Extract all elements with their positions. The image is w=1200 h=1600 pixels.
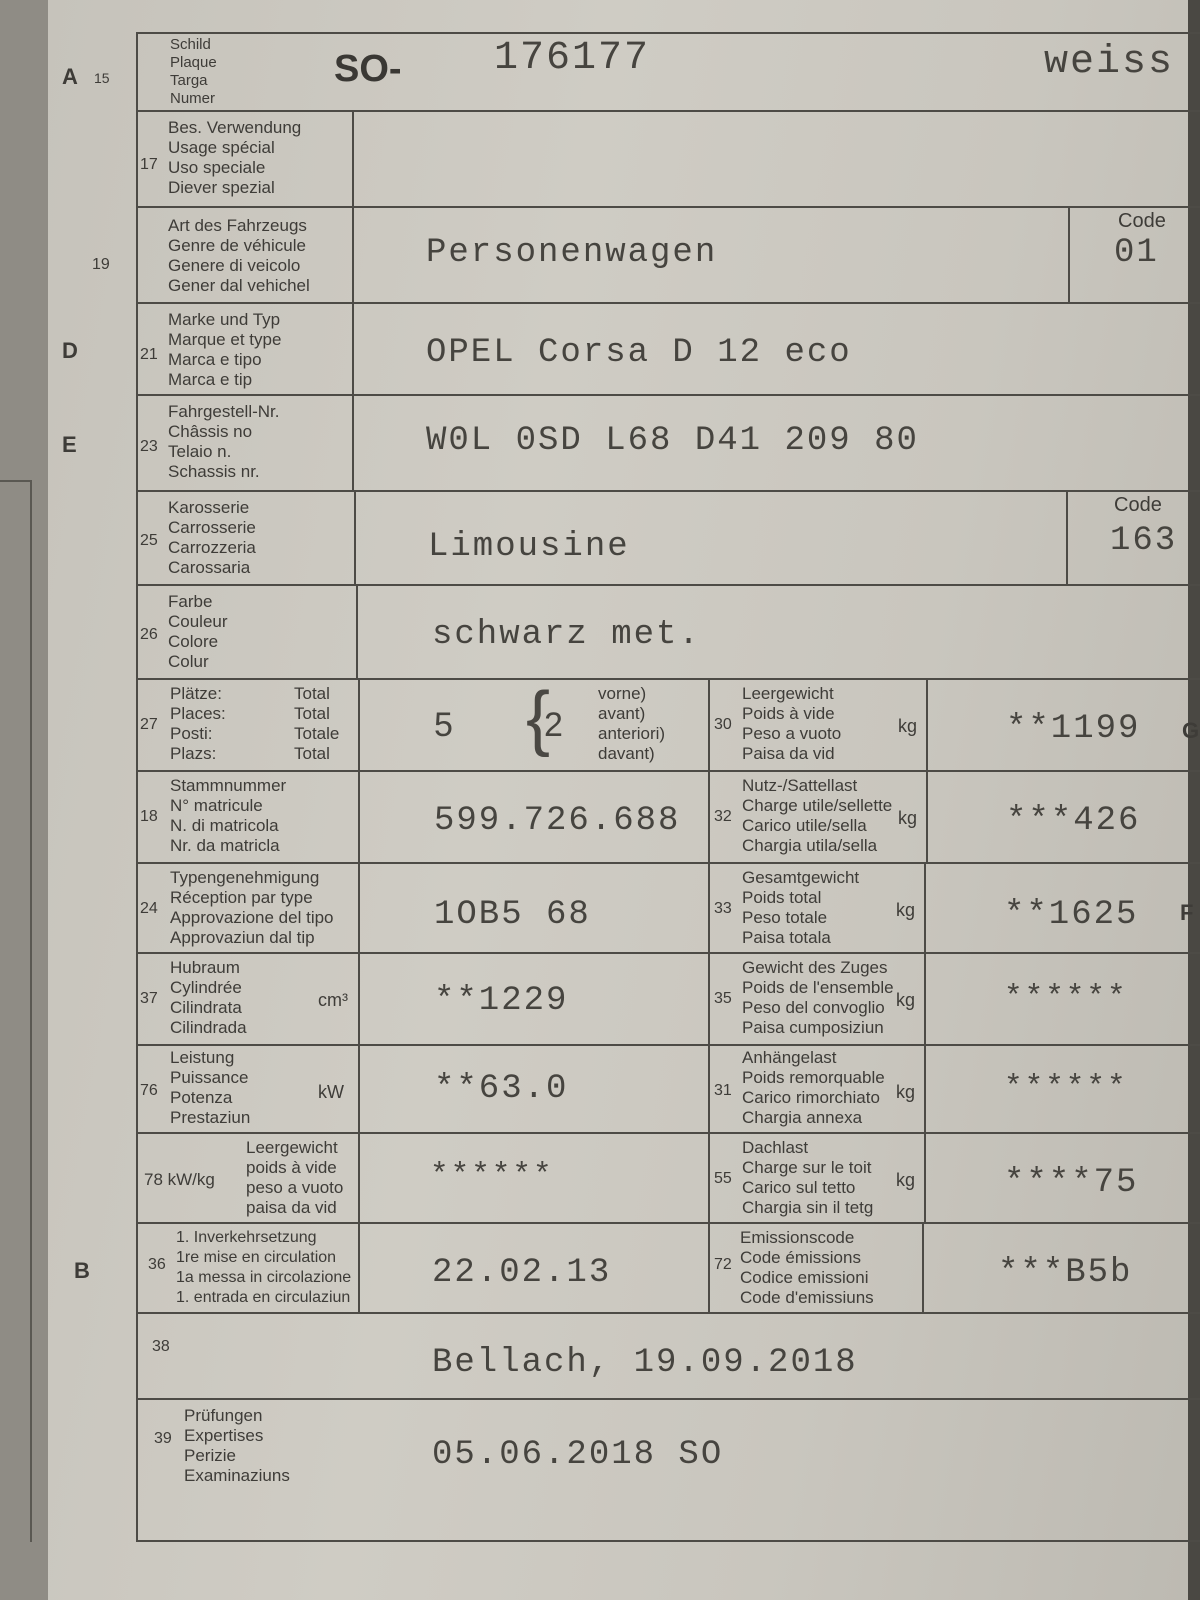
- field-number: 32: [714, 808, 732, 825]
- row-body: [138, 492, 1200, 586]
- plate-number: 176177: [494, 36, 651, 81]
- value-cell: [360, 772, 710, 862]
- body-code: 163: [1110, 522, 1178, 560]
- unit-kg: kg: [896, 900, 916, 920]
- body-labels: Karosserie Carrosserie Carrozzeria Carossaria: [168, 498, 256, 577]
- vehicle-kind-code: 01: [1114, 234, 1159, 272]
- label-cell: [138, 954, 360, 1044]
- seats-value: 5: [434, 706, 455, 744]
- label-cell: [710, 1046, 926, 1132]
- field-number: 33: [714, 900, 732, 917]
- power-labels: Leistung Puissance Potenza Prestaziun: [170, 1048, 251, 1127]
- seats-front-labels: vorne) avant) anteriori) davant): [598, 684, 666, 763]
- first-registration-value: 22.02.13: [432, 1254, 612, 1292]
- plate-color: weiss: [1044, 40, 1175, 85]
- type-approval-labels: Typengenehmigung Réception par type Approvazione del tipo Approvaziun dal tip: [170, 868, 334, 947]
- chassis-labels: Fahrgestell-Nr. Châssis no Telaio n. Schassis nr.: [168, 402, 280, 481]
- train-weight-value: ******: [1004, 980, 1128, 1015]
- row-first-registration: [138, 1224, 1200, 1314]
- payload-labels: Nutz-/Sattellast Charge utile/sellette Carico utile/sella Chargia utila/sella: [742, 776, 893, 855]
- field-number: 76: [140, 1082, 158, 1099]
- field-number: 24: [140, 900, 158, 917]
- trailer-load-value: ******: [1004, 1070, 1128, 1105]
- seats-front-value: 2: [544, 706, 565, 744]
- label-cell: [138, 112, 354, 206]
- field-number: 23: [140, 438, 158, 455]
- seats-labels: Plätze: Places: Posti: Plazs:: [170, 684, 226, 763]
- row-vehicle-kind: [138, 208, 1200, 304]
- row-make: [138, 304, 1200, 396]
- empty-weight-value: **1199: [1006, 710, 1141, 748]
- margin-letter-g: G: [1182, 718, 1200, 743]
- power-ratio-prefix: 78 kW/kg: [144, 1170, 215, 1189]
- field-number: 25: [140, 532, 158, 549]
- power-ratio-value: ******: [430, 1158, 554, 1193]
- inspections-value: 05.06.2018 SO: [432, 1436, 724, 1474]
- chassis-value: W0L 0SD L68 D41 209 80: [426, 422, 919, 460]
- colour-value: schwarz met.: [432, 616, 701, 654]
- label-cell: [138, 1046, 360, 1132]
- payload-value: ***426: [1006, 802, 1141, 840]
- row-place-date: [138, 1314, 1200, 1400]
- emission-code-value: ***B5b: [998, 1254, 1133, 1292]
- row-plate: [138, 34, 1200, 112]
- field-number: 30: [714, 716, 732, 733]
- unit-kg: kg: [896, 990, 916, 1010]
- total-weight-labels: Gesamtgewicht Poids total Peso totale Paisa totala: [742, 868, 860, 947]
- field-number: 55: [714, 1170, 732, 1187]
- label-cell: [138, 492, 356, 584]
- label-cell: [710, 680, 928, 770]
- code-label: Code: [1118, 210, 1166, 232]
- label-cell: [138, 396, 354, 490]
- value-cell: [356, 492, 1068, 584]
- code-label: Code: [1114, 494, 1162, 516]
- unit-kg: kg: [898, 716, 918, 736]
- label-cell: [138, 680, 360, 770]
- make-labels: Marke und Typ Marque et type Marca e tipo Marca e tip: [168, 310, 282, 389]
- label-cell: [710, 1224, 924, 1312]
- unit-cm3: cm³: [318, 990, 348, 1010]
- row-displacement: [138, 954, 1200, 1046]
- row-matriculation: [138, 772, 1200, 864]
- seats-value-cell: [360, 680, 710, 770]
- value-cell: [360, 1134, 710, 1222]
- field-number: 38: [152, 1338, 170, 1355]
- total-weight-value: **1625: [1004, 896, 1139, 934]
- vehicle-kind-labels: Art des Fahrzeugs Genre de véhicule Genere di veicolo Gener dal vehichel: [168, 216, 310, 295]
- make-value: OPEL Corsa D 12 eco: [426, 334, 852, 372]
- field-number: 15: [94, 70, 110, 86]
- unit-kg: kg: [896, 1082, 916, 1102]
- field-number: 36: [148, 1256, 166, 1273]
- margin-letter-e: E: [62, 432, 77, 457]
- value-cell: [360, 954, 710, 1044]
- field-number: 39: [154, 1430, 172, 1447]
- margin-letter-f: F: [1180, 900, 1194, 925]
- unit-kg: kg: [898, 808, 918, 828]
- label-cell: [710, 772, 928, 862]
- margin-letter-a: A: [62, 64, 78, 89]
- registration-document: [48, 0, 1200, 1600]
- matriculation-labels: Stammnummer N° matricule N. di matricola Nr. da matricla: [170, 776, 287, 855]
- label-cell: [710, 864, 926, 952]
- vehicle-kind-value: Personenwagen: [426, 234, 718, 272]
- margin-letter-b: B: [74, 1258, 90, 1283]
- label-cell: [138, 864, 360, 952]
- roof-load-labels: Dachlast Charge sur le toit Carico sul tetto Chargia sin il tetg: [742, 1138, 874, 1217]
- special-use-labels: Bes. Verwendung Usage spécial Uso speciale Diever spezial: [168, 118, 302, 197]
- trailer-load-labels: Anhängelast Poids remorquable Carico rimorchiato Chargia annexa: [742, 1048, 885, 1127]
- field-number: 21: [140, 346, 158, 363]
- train-weight-labels: Gewicht des Zuges Poids de l'ensemble Peso del convoglio Paisa cumposiziun: [742, 958, 894, 1037]
- value-cell: [360, 864, 710, 952]
- label-cell: [710, 954, 926, 1044]
- power-value: **63.0: [434, 1070, 569, 1108]
- inspections-labels: Prüfungen Expertises Perizie Examinaziuns: [184, 1406, 290, 1485]
- colour-labels: Farbe Couleur Colore Colur: [168, 592, 228, 671]
- place-date-value: Bellach, 19.09.2018: [432, 1344, 858, 1382]
- canton-prefix: SO-: [334, 48, 402, 90]
- matriculation-value: 599.726.688: [434, 802, 681, 840]
- field-number: 19: [92, 256, 110, 273]
- row-power: [138, 1046, 1200, 1134]
- body-value: Limousine: [428, 528, 630, 566]
- field-number: 72: [714, 1256, 732, 1273]
- field-number: 17: [140, 156, 158, 173]
- label-cell: [138, 1134, 360, 1222]
- margin-letter-d: D: [62, 338, 78, 363]
- first-registration-labels: 1. Inverkehrsetzung 1re mise en circulation 1a messa in circolazione 1. entrada en circulaziun: [176, 1229, 352, 1306]
- label-cell: [138, 1224, 360, 1312]
- field-number: 26: [140, 626, 158, 643]
- label-cell: [138, 208, 354, 302]
- label-cell: [138, 304, 354, 394]
- field-number: 37: [140, 990, 158, 1007]
- form-grid: [136, 32, 1200, 1542]
- label-cell: [138, 772, 360, 862]
- field-number: 18: [140, 808, 158, 825]
- displacement-labels: Hubraum Cylindrée Cilindrata Cilindrada: [170, 958, 247, 1037]
- seats-brace: {: [526, 678, 551, 758]
- row-chassis: [138, 396, 1200, 492]
- value-cell: [354, 208, 1070, 302]
- value-cell: [360, 1224, 710, 1312]
- empty-weight-labels: Leergewicht Poids à vide Peso a vuoto Paisa da vid: [742, 684, 842, 763]
- row-inspections: [138, 1400, 1200, 1540]
- field-number: 27: [140, 716, 158, 733]
- emission-code-labels: Emissionscode Code émissions Codice emissioni Code d'emissiuns: [740, 1228, 874, 1307]
- seats-total-labels: Total Total Totale Total: [294, 684, 340, 763]
- row-special-use: [138, 112, 1200, 208]
- row-colour: [138, 586, 1200, 680]
- type-approval-value: 1OB5 68: [434, 896, 591, 934]
- label-cell: [710, 1134, 926, 1222]
- roof-load-value: ****75: [1004, 1164, 1139, 1202]
- power-ratio-labels: Leergewicht poids à vide peso a vuoto paisa da vid: [246, 1138, 344, 1217]
- row-seats: [138, 680, 1200, 772]
- plate-labels: Schild Plaque Targa Numer: [170, 36, 217, 107]
- row-type-approval: [138, 864, 1200, 954]
- field-number: 31: [714, 1082, 732, 1099]
- unit-kg: kg: [896, 1170, 916, 1190]
- left-page-edge: [0, 0, 48, 1600]
- row-power-ratio: [138, 1134, 1200, 1224]
- unit-kw: kW: [318, 1082, 344, 1102]
- field-number: 35: [714, 990, 732, 1007]
- displacement-value: **1229: [434, 982, 569, 1020]
- value-cell: [360, 1046, 710, 1132]
- label-cell: [138, 586, 358, 678]
